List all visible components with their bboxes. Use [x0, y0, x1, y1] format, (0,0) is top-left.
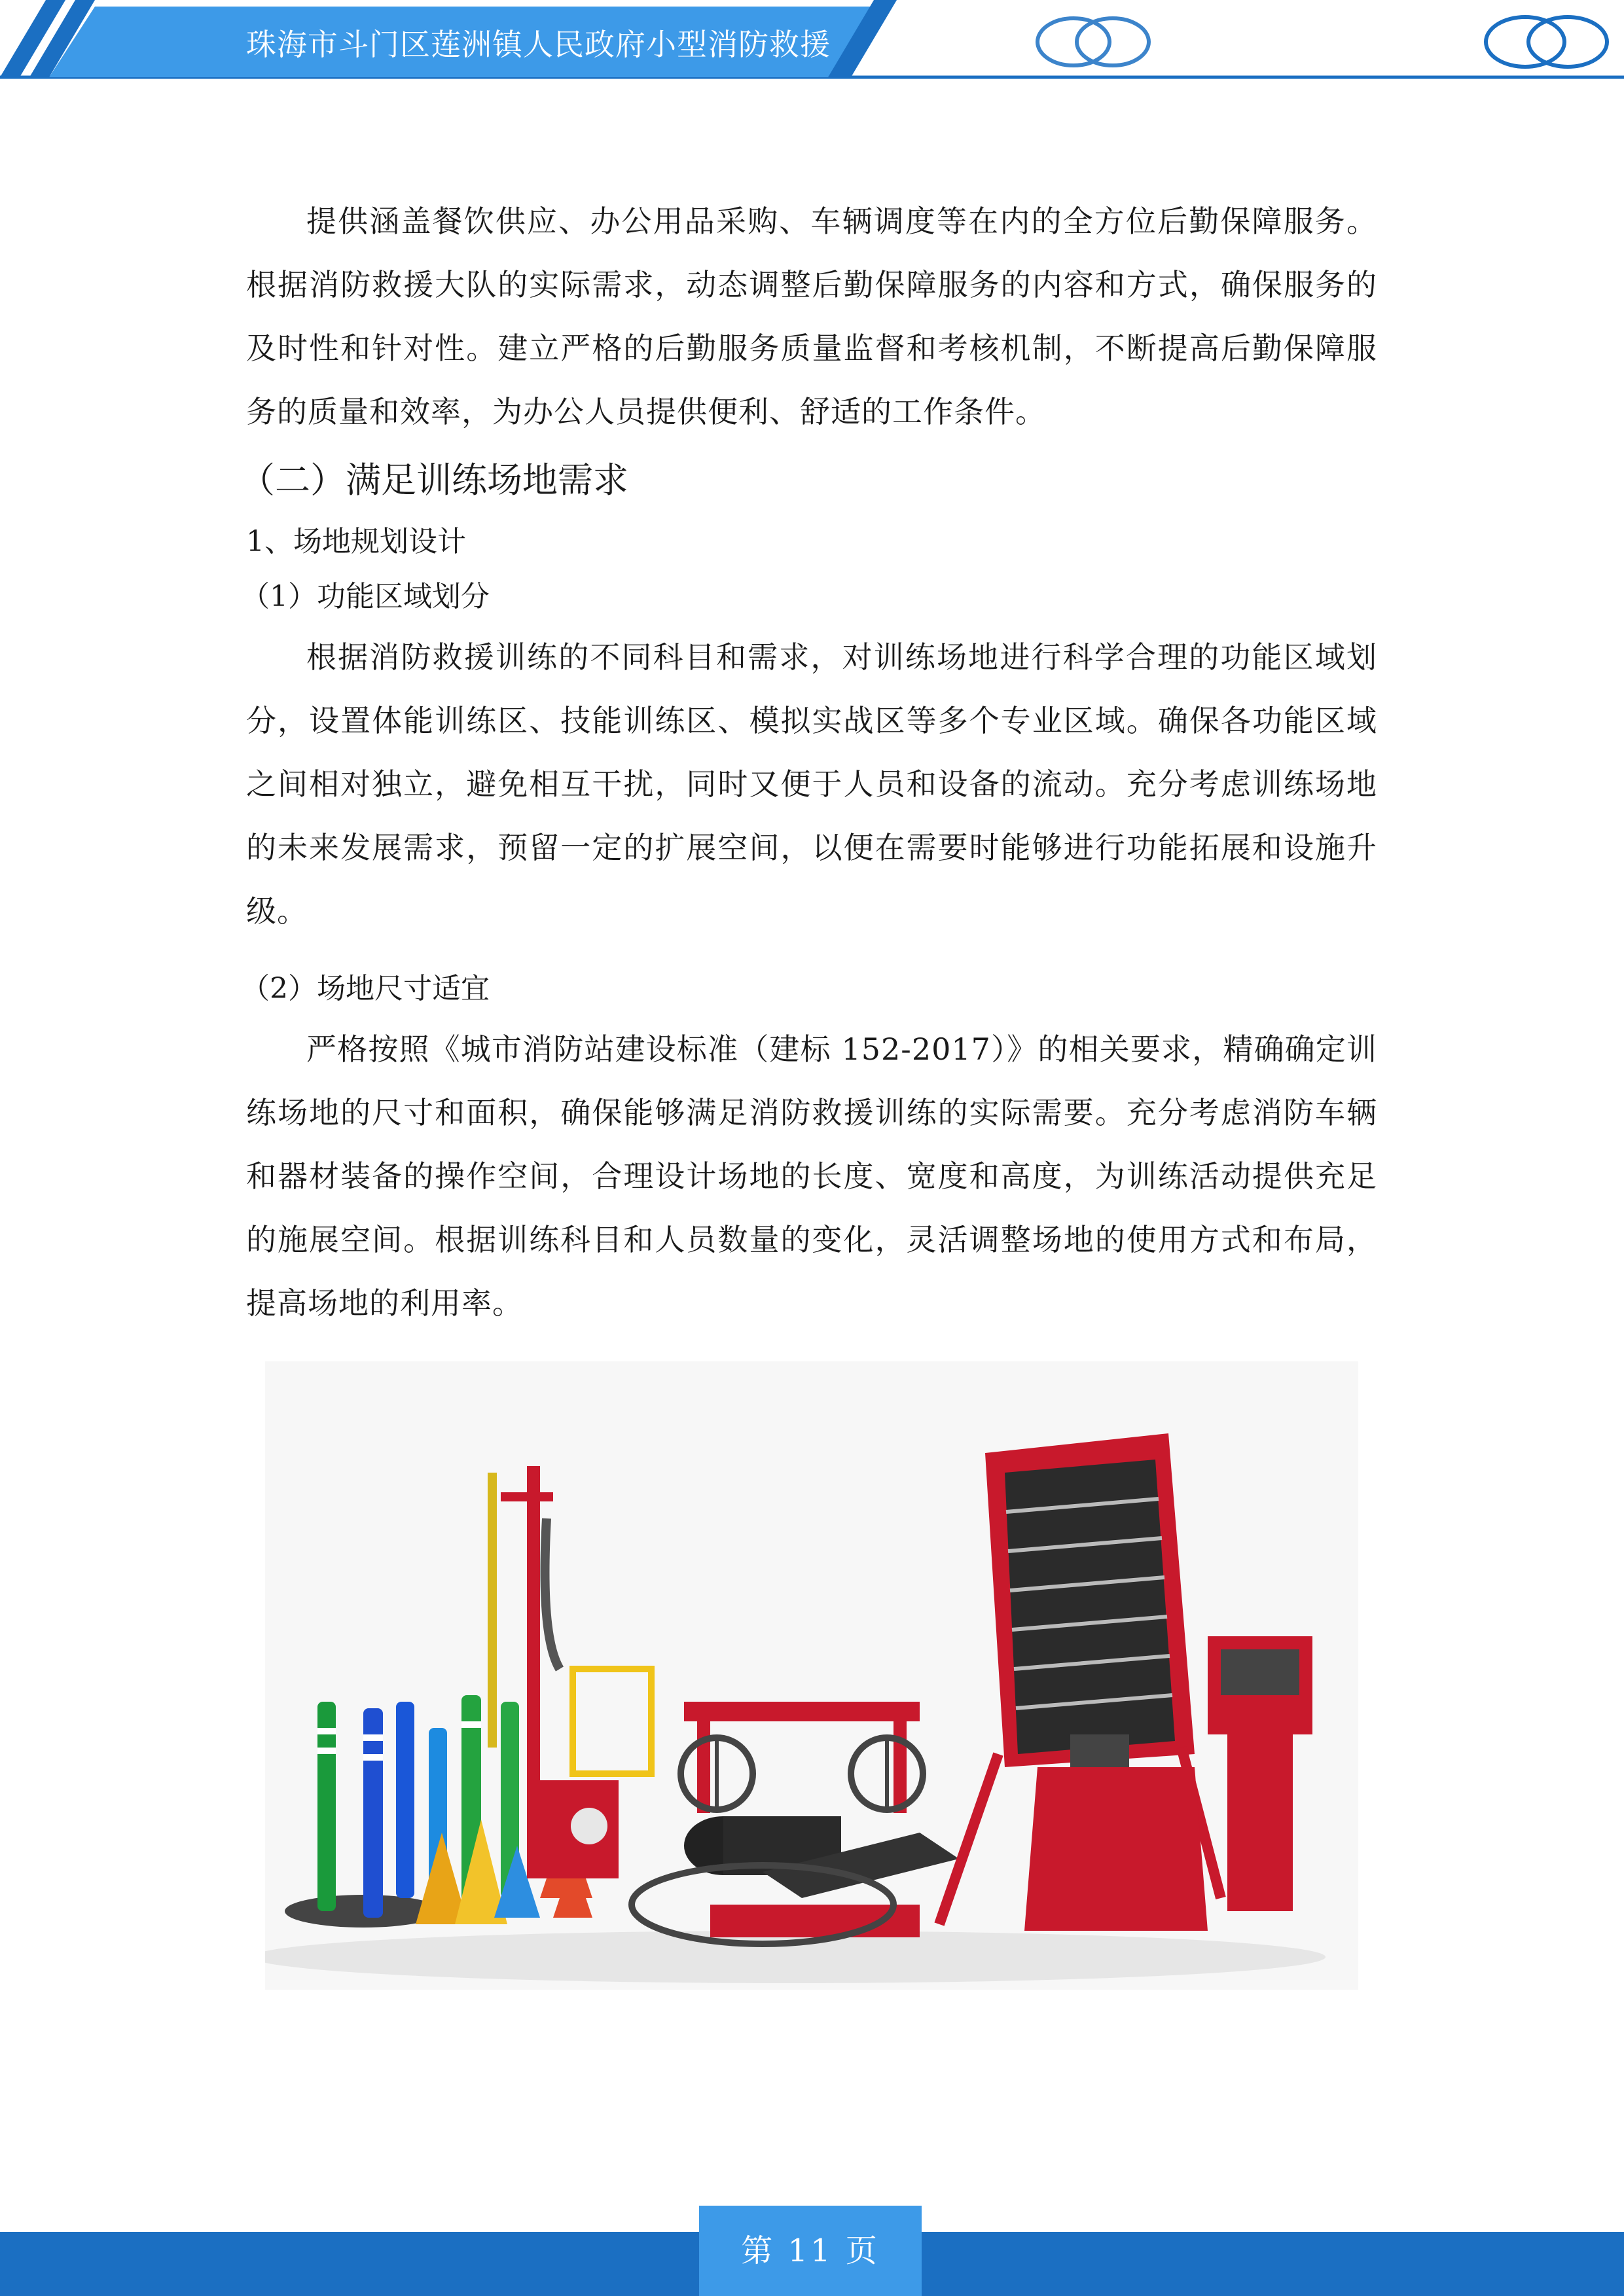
page-number: 第 11 页 — [699, 2206, 922, 2296]
paragraph-zoning: 根据消防救援训练的不同科目和需求，对训练场地进行科学合理的功能区域划分，设置体能训练区、技能训练区、模拟实战区等多个专业区域。确保各功能区域之间相对独立，避免相互干扰，同时又便于人员和设备的流动。充分考虑训练场地的未来发展需求，预留一定的扩展空间，以便在需要时能够进行功能拓展和设施升级。 — [246, 639, 1377, 929]
paragraph-size: 严格按照《城市消防站建设标准（建标 152-2017）》的相关要求，精确确定训练场地的尺寸和面积，确保能够满足消防救援训练的实际需要。充分考虑消防车辆和器材装备的操作空间，合理设计场地的长度、宽度和高度，为训练活动提供充足的施展空间。根据训练科目和人员数量的变化，灵活调整场地的使用方式和布局，提高场地的利用率。 — [246, 1031, 1377, 1321]
section-heading: （二）满足训练场地需求 — [240, 459, 628, 501]
document-body — [240, 190, 1377, 1335]
item-heading-zoning: （1）功能区域划分 — [241, 580, 490, 613]
training-equipment-image — [265, 1361, 1358, 1990]
item-heading-size: （2）场地尺寸适宜 — [241, 972, 490, 1005]
header-title: 珠海市斗门区莲洲镇人民政府小型消防救援 — [246, 27, 831, 62]
rings-logo-right — [1486, 17, 1607, 67]
subsection-heading: 1、场地规划设计 — [246, 525, 466, 558]
page-header — [0, 0, 1624, 85]
paragraph-logistics: 提供涵盖餐饮供应、办公用品采购、车辆调度等在内的全方位后勤保障服务。根据消防救援大队的实际需求，动态调整后勤保障服务的内容和方式，确保服务的及时性和针对性。建立严格的后勤服务质量监督和考核机制，不断提高后勤保障服务的质量和效率，为办公人员提供便利、舒适的工作条件。 — [246, 204, 1377, 429]
